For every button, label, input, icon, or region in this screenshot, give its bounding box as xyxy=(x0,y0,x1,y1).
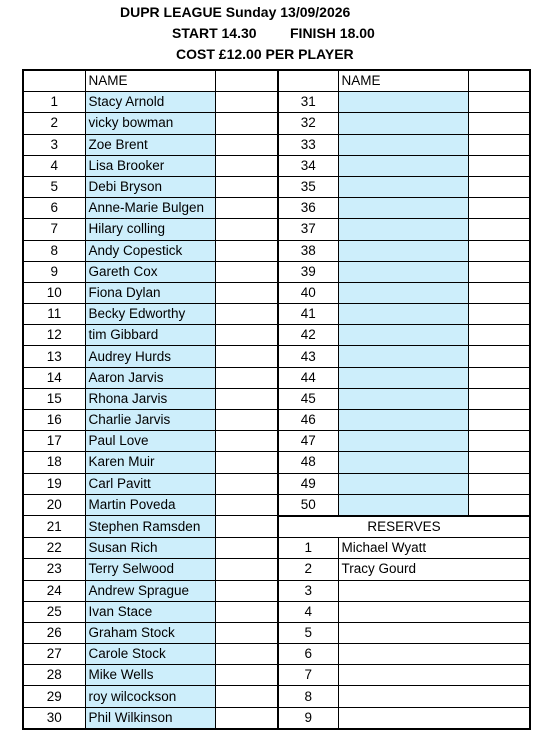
player-name-cell[interactable]: Karen Muir xyxy=(85,452,215,473)
reserves-header: RESERVES xyxy=(278,516,530,538)
player-number: 36 xyxy=(278,198,338,219)
reserve-name-cell[interactable] xyxy=(338,601,530,622)
reserve-name-cell[interactable] xyxy=(338,644,530,665)
reserve-name-cell[interactable]: Michael Wyatt xyxy=(338,538,530,559)
player-name-cell[interactable]: Zoe Brent xyxy=(85,134,215,155)
header-blank-cell xyxy=(468,70,530,92)
player-number: 37 xyxy=(278,219,338,240)
name-column-header: NAME xyxy=(338,70,468,92)
table-row xyxy=(23,601,530,622)
table-row xyxy=(23,304,530,325)
player-number: 31 xyxy=(278,92,338,113)
player-number: 13 xyxy=(23,346,85,367)
player-name-cell[interactable] xyxy=(338,410,468,431)
blank-cell[interactable] xyxy=(215,410,278,431)
player-number: 46 xyxy=(278,410,338,431)
header-blank-cell xyxy=(23,70,85,92)
player-number: 17 xyxy=(23,431,85,452)
blank-cell[interactable] xyxy=(215,559,278,580)
blank-cell[interactable] xyxy=(468,155,530,176)
reserve-number: 7 xyxy=(278,665,338,686)
player-name-cell[interactable]: Susan Rich xyxy=(85,538,215,559)
table-row xyxy=(23,644,530,665)
player-name-cell[interactable] xyxy=(338,494,468,516)
reserve-name-cell[interactable] xyxy=(338,622,530,643)
player-number: 21 xyxy=(23,516,85,538)
blank-cell[interactable] xyxy=(215,325,278,346)
player-name-cell[interactable] xyxy=(338,92,468,113)
table-row xyxy=(23,113,530,134)
player-number: 16 xyxy=(23,410,85,431)
player-name-cell[interactable]: roy wilcockson xyxy=(85,686,215,707)
reserve-name-cell[interactable]: Tracy Gourd xyxy=(338,559,530,580)
player-number: 49 xyxy=(278,473,338,494)
player-number: 48 xyxy=(278,452,338,473)
blank-cell[interactable] xyxy=(215,261,278,282)
player-number: 10 xyxy=(23,282,85,303)
table-row xyxy=(23,282,530,303)
player-number: 47 xyxy=(278,431,338,452)
player-name-cell[interactable] xyxy=(338,198,468,219)
player-name-cell[interactable]: tim Gibbard xyxy=(85,325,215,346)
blank-cell[interactable] xyxy=(215,388,278,409)
blank-cell[interactable] xyxy=(468,113,530,134)
blank-cell[interactable] xyxy=(215,601,278,622)
player-number: 22 xyxy=(23,538,85,559)
blank-cell[interactable] xyxy=(215,346,278,367)
reserve-number: 2 xyxy=(278,559,338,580)
player-number: 44 xyxy=(278,367,338,388)
blank-cell[interactable] xyxy=(468,452,530,473)
table-row xyxy=(23,176,530,197)
player-name-cell[interactable] xyxy=(338,431,468,452)
player-number: 14 xyxy=(23,367,85,388)
player-name-cell[interactable]: Lisa Brooker xyxy=(85,155,215,176)
player-name-cell[interactable]: Andrew Sprague xyxy=(85,580,215,601)
table-row xyxy=(23,559,530,580)
player-name-cell[interactable] xyxy=(338,367,468,388)
player-number: 42 xyxy=(278,325,338,346)
blank-cell[interactable] xyxy=(215,580,278,601)
player-number: 20 xyxy=(23,494,85,516)
table-row xyxy=(23,665,530,686)
player-number: 5 xyxy=(23,176,85,197)
blank-cell[interactable] xyxy=(215,452,278,473)
player-number: 15 xyxy=(23,388,85,409)
player-name-cell[interactable]: Charlie Jarvis xyxy=(85,410,215,431)
player-name-cell[interactable] xyxy=(338,240,468,261)
player-number: 29 xyxy=(23,686,85,707)
blank-cell[interactable] xyxy=(215,155,278,176)
player-number: 38 xyxy=(278,240,338,261)
player-name-cell[interactable]: Debi Bryson xyxy=(85,176,215,197)
player-name-cell[interactable] xyxy=(338,346,468,367)
cost-line: COST £12.00 PER PLAYER xyxy=(176,46,354,62)
blank-cell[interactable] xyxy=(468,282,530,303)
blank-cell[interactable] xyxy=(215,304,278,325)
blank-cell[interactable] xyxy=(215,473,278,494)
table-row xyxy=(23,431,530,452)
table-row xyxy=(23,325,530,346)
table-header-row xyxy=(23,70,530,92)
blank-cell[interactable] xyxy=(215,367,278,388)
player-name-cell[interactable]: Rhona Jarvis xyxy=(85,388,215,409)
table-row xyxy=(23,346,530,367)
blank-cell[interactable] xyxy=(468,92,530,113)
player-name-cell[interactable]: Audrey Hurds xyxy=(85,346,215,367)
player-number: 35 xyxy=(278,176,338,197)
table-row xyxy=(23,92,530,113)
player-name-cell[interactable]: Phil Wilkinson xyxy=(85,707,215,729)
league-title: DUPR LEAGUE Sunday 13/09/2026 xyxy=(120,4,351,20)
blank-cell[interactable] xyxy=(468,261,530,282)
player-number: 12 xyxy=(23,325,85,346)
player-name-cell[interactable]: Anne-Marie Bulgen xyxy=(85,198,215,219)
player-number: 34 xyxy=(278,155,338,176)
reserve-name-cell[interactable] xyxy=(338,707,530,729)
table-row xyxy=(23,538,530,559)
blank-cell[interactable] xyxy=(215,665,278,686)
reserve-number: 5 xyxy=(278,622,338,643)
table-row xyxy=(23,580,530,601)
blank-cell[interactable] xyxy=(215,134,278,155)
blank-cell[interactable] xyxy=(468,367,530,388)
blank-cell[interactable] xyxy=(215,516,278,538)
table-row xyxy=(23,367,530,388)
player-number: 24 xyxy=(23,580,85,601)
player-name-cell[interactable] xyxy=(338,261,468,282)
table-row xyxy=(23,261,530,282)
reserve-name-cell[interactable] xyxy=(338,686,530,707)
table-row xyxy=(23,198,530,219)
finish-time: FINISH 18.00 xyxy=(290,25,375,41)
blank-cell[interactable] xyxy=(215,198,278,219)
player-number: 23 xyxy=(23,559,85,580)
player-name-cell[interactable]: Gareth Cox xyxy=(85,261,215,282)
reserve-number: 3 xyxy=(278,580,338,601)
blank-cell[interactable] xyxy=(215,240,278,261)
player-name-cell[interactable] xyxy=(338,282,468,303)
blank-cell[interactable] xyxy=(468,176,530,197)
table-row xyxy=(23,219,530,240)
blank-cell[interactable] xyxy=(468,240,530,261)
reserve-number: 1 xyxy=(278,538,338,559)
player-number: 28 xyxy=(23,665,85,686)
reserve-number: 8 xyxy=(278,686,338,707)
blank-cell[interactable] xyxy=(215,431,278,452)
player-name-cell[interactable]: vicky bowman xyxy=(85,113,215,134)
player-name-cell[interactable]: Carole Stock xyxy=(85,644,215,665)
player-name-cell[interactable] xyxy=(338,325,468,346)
blank-cell[interactable] xyxy=(215,622,278,643)
player-number: 11 xyxy=(23,304,85,325)
player-name-cell[interactable]: Stacy Arnold xyxy=(85,92,215,113)
header-blank-cell xyxy=(215,70,278,92)
player-name-cell[interactable]: Terry Selwood xyxy=(85,559,215,580)
player-name-cell[interactable]: Fiona Dylan xyxy=(85,282,215,303)
player-name-cell[interactable]: Becky Edworthy xyxy=(85,304,215,325)
table-row xyxy=(23,134,530,155)
player-name-cell[interactable] xyxy=(338,155,468,176)
blank-cell[interactable] xyxy=(215,92,278,113)
blank-cell[interactable] xyxy=(468,304,530,325)
table-row xyxy=(23,707,530,729)
player-number: 32 xyxy=(278,113,338,134)
table-row xyxy=(23,388,530,409)
reserve-number: 4 xyxy=(278,601,338,622)
table-row xyxy=(23,410,530,431)
blank-cell[interactable] xyxy=(468,219,530,240)
player-number: 30 xyxy=(23,707,85,729)
player-number: 50 xyxy=(278,494,338,516)
table-row xyxy=(23,473,530,494)
player-number: 9 xyxy=(23,261,85,282)
blank-cell[interactable] xyxy=(468,473,530,494)
player-name-cell[interactable]: Martin Poveda xyxy=(85,494,215,516)
blank-cell[interactable] xyxy=(215,686,278,707)
blank-cell[interactable] xyxy=(468,410,530,431)
table-row xyxy=(23,155,530,176)
player-name-cell[interactable] xyxy=(338,219,468,240)
player-number: 39 xyxy=(278,261,338,282)
player-number: 4 xyxy=(23,155,85,176)
blank-cell[interactable] xyxy=(215,494,278,516)
blank-cell[interactable] xyxy=(468,198,530,219)
player-name-cell[interactable] xyxy=(338,176,468,197)
blank-cell[interactable] xyxy=(215,219,278,240)
reserve-name-cell[interactable] xyxy=(338,665,530,686)
blank-cell[interactable] xyxy=(468,388,530,409)
blank-cell[interactable] xyxy=(468,431,530,452)
table-row xyxy=(23,240,530,261)
player-number: 3 xyxy=(23,134,85,155)
table-row xyxy=(23,494,530,516)
player-name-cell[interactable]: Graham Stock xyxy=(85,622,215,643)
table-row xyxy=(23,516,530,538)
start-time: START 14.30 xyxy=(172,25,257,41)
player-name-cell[interactable]: Stephen Ramsden xyxy=(85,516,215,538)
blank-cell[interactable] xyxy=(215,282,278,303)
reserve-name-cell[interactable] xyxy=(338,580,530,601)
player-number: 40 xyxy=(278,282,338,303)
name-column-header: NAME xyxy=(85,70,215,92)
player-number: 26 xyxy=(23,622,85,643)
blank-cell[interactable] xyxy=(215,644,278,665)
player-name-cell[interactable]: Aaron Jarvis xyxy=(85,367,215,388)
blank-cell[interactable] xyxy=(215,176,278,197)
blank-cell[interactable] xyxy=(468,325,530,346)
reserve-number: 9 xyxy=(278,707,338,729)
blank-cell[interactable] xyxy=(215,707,278,729)
player-name-cell[interactable]: Andy Copestick xyxy=(85,240,215,261)
player-number: 19 xyxy=(23,473,85,494)
player-number: 25 xyxy=(23,601,85,622)
blank-cell[interactable] xyxy=(468,134,530,155)
signup-table xyxy=(22,69,531,730)
player-number: 2 xyxy=(23,113,85,134)
player-number: 43 xyxy=(278,346,338,367)
player-number: 33 xyxy=(278,134,338,155)
player-name-cell[interactable]: Ivan Stace xyxy=(85,601,215,622)
player-number: 45 xyxy=(278,388,338,409)
player-number: 41 xyxy=(278,304,338,325)
player-number: 27 xyxy=(23,644,85,665)
blank-cell[interactable] xyxy=(215,113,278,134)
player-number: 6 xyxy=(23,198,85,219)
player-name-cell[interactable] xyxy=(338,388,468,409)
player-number: 7 xyxy=(23,219,85,240)
table-row xyxy=(23,452,530,473)
table-row xyxy=(23,622,530,643)
blank-cell[interactable] xyxy=(468,494,530,516)
player-name-cell[interactable] xyxy=(338,134,468,155)
player-number: 18 xyxy=(23,452,85,473)
player-name-cell[interactable] xyxy=(338,113,468,134)
player-name-cell[interactable] xyxy=(338,473,468,494)
player-name-cell[interactable] xyxy=(338,452,468,473)
blank-cell[interactable] xyxy=(215,538,278,559)
reserve-number: 6 xyxy=(278,644,338,665)
player-name-cell[interactable]: Hilary colling xyxy=(85,219,215,240)
player-name-cell[interactable]: Carl Pavitt xyxy=(85,473,215,494)
table-row xyxy=(23,686,530,707)
player-number: 1 xyxy=(23,92,85,113)
player-name-cell[interactable]: Mike Wells xyxy=(85,665,215,686)
header-blank-cell xyxy=(278,70,338,92)
player-name-cell[interactable] xyxy=(338,304,468,325)
player-name-cell[interactable]: Paul Love xyxy=(85,431,215,452)
blank-cell[interactable] xyxy=(468,346,530,367)
player-number: 8 xyxy=(23,240,85,261)
